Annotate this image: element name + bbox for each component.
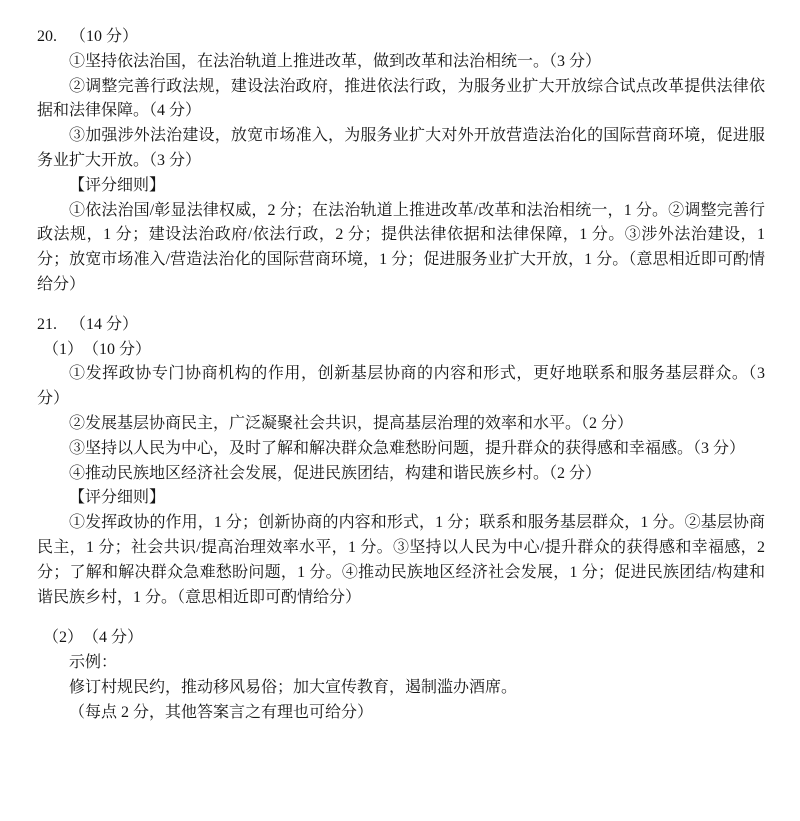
q20-rubric-title: 【评分细则】 (69, 176, 166, 194)
q21-part1-answer-point-1: ①发挥政协专门协商机构的作用，创新基层协商的内容和形式，更好地联系和服务基层群众。（3 分） (37, 365, 765, 408)
question-21-score: （14 分） (70, 315, 139, 333)
q21-part1-header (37, 338, 765, 363)
q21-part2-header (37, 626, 765, 651)
q21-part2 (37, 626, 765, 725)
q21-part2-score: （4 分） (91, 629, 144, 647)
q21-part2-note: （每点 2 分，其他答案言之有理也可给分） (69, 703, 374, 721)
q21-part1-rubric-text: ①发挥政协的作用，1 分；创新协商的内容和形式，1 分；联系和服务基层群众，1 分。②基层协商民主，1 分；社会共识/提高治理效率水平，1 分。③坚持以人民为中心/提升群众的获得感和幸福感，2 分；了解和解决群众急难愁盼问题，1 分。④推动民族地区经济社会发展，1 分；促进民族团结/构建和谐民族乡村，1 分。（意思相近即可酌情给分） (37, 514, 765, 606)
q21-part1-rubric-title: 【评分细则】 (69, 489, 166, 507)
q20-answer-point-3: ③加强涉外法治建设，放宽市场准入，为服务业扩大对外开放营造法治化的国际营商环境，促进服务业扩大开放。（3 分） (37, 127, 765, 169)
question-21-section (37, 313, 765, 726)
q21-part2-label: （2） (43, 629, 84, 647)
q21-part1-answer-point-2: ②发展基层协商民主，广泛凝聚社会共识，提高基层治理的效率和水平。（2 分） (69, 414, 634, 432)
q21-part2-example-text: 修订村规民约，推动移风易俗；加大宣传教育，遏制滥办酒席。 (69, 678, 518, 696)
question-20-score: （10 分） (70, 28, 139, 45)
q21-part1-label: （1） (43, 340, 84, 358)
q21-part1-answer-point-4: ④推动民族地区经济社会发展，促进民族团结，构建和谐民族乡村。（2 分） (69, 464, 602, 482)
question-21-header (37, 313, 765, 338)
question-20-section (37, 25, 765, 298)
q20-rubric-text: ①依法治国/彰显法律权威，2 分；在法治轨道上推进改革/改革和法治相统一，1 分。②调整完善行政法规，1 分；建设法治政府/依法行政，2 分；提供法律依据和法律保障，1 分。③涉外法治建设，1 分；放宽市场准入/营造法治化的国际营商环境，1 分；促进服务业扩大开放，1 分。（意思相近即可酌情给分） (37, 201, 765, 293)
q21-part1-answer-point-3: ③坚持以人民为中心，及时了解和解决群众急难愁盼问题，提升群众的获得感和幸福感。（3 分） (69, 439, 746, 457)
q21-part1-score: （10 分） (91, 340, 152, 358)
q20-answer-point-2: ②调整完善行政法规，建设法治政府，推进依法行政，为服务业扩大开放综合试点改革提供法律依据和法律保障。（4 分） (37, 77, 765, 120)
question-20-header (37, 25, 765, 50)
q20-answer-point-1: ①坚持依法治国，在法治轨道上推进改革，做到改革和法治相统一。（3 分） (69, 52, 602, 70)
q21-part1 (37, 338, 765, 611)
question-21-number: 21. (37, 315, 57, 333)
q21-part2-example-label: 示例： (69, 654, 118, 672)
question-20-number: 20. (37, 28, 57, 45)
